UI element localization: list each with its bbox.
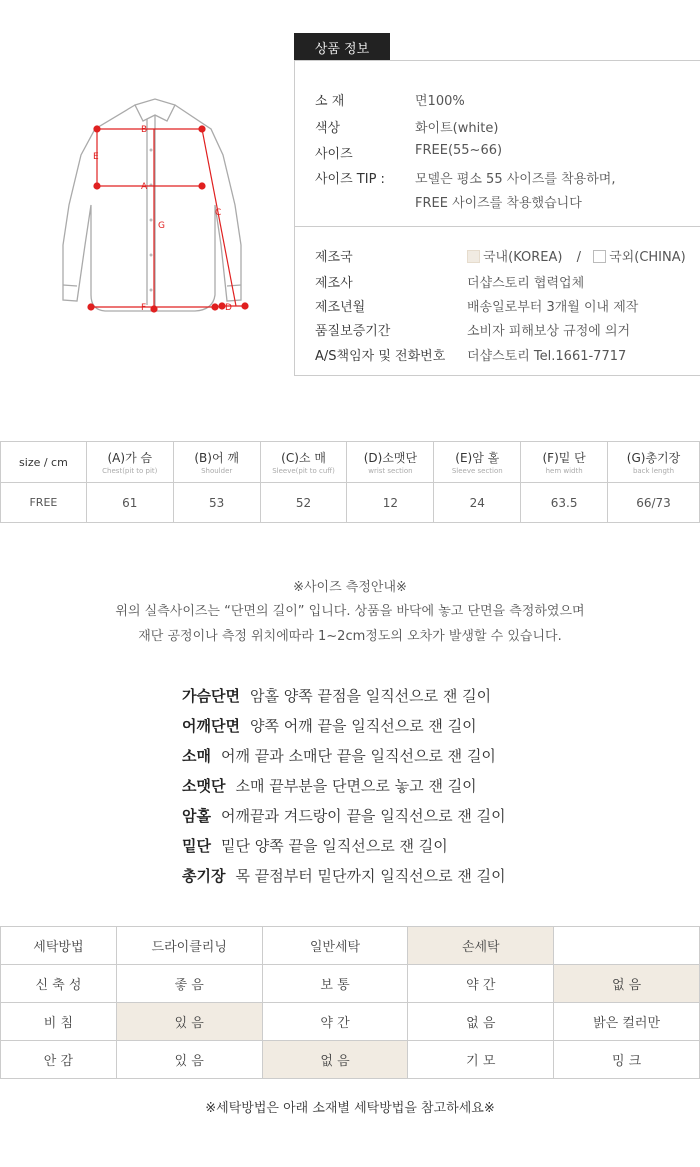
origin-separator: / [576, 250, 581, 265]
washing-footnote: ※세탁방법은 아래 소재별 세탁방법을 참고하세요※ [205, 1101, 495, 1116]
wash-cell: 기 모 [408, 1041, 554, 1079]
info-label-as: A/S책임자 및 전화번호 [315, 349, 446, 364]
term-row: 소맷단 소매 끝부분을 단면으로 놓고 잰 길이 [182, 777, 477, 795]
info-divider [295, 226, 700, 227]
size-cell: 63.5 [521, 483, 608, 523]
term-row: 가슴단면 암홀 양쪽 끝점을 일직선으로 잰 길이 [182, 687, 492, 705]
size-header-cell: (D)소맷단 wrist section [347, 442, 434, 483]
info-value-color: 화이트(white) [415, 121, 499, 136]
info-value-date: 배송일로부터 3개월 이내 제작 [467, 300, 639, 315]
wash-cell: 일반세탁 [262, 927, 408, 965]
wash-cell: 없 음 [554, 965, 700, 1003]
info-value-maker: 더샵스토리 협력업체 [467, 276, 585, 291]
wash-cell: 있 음 [116, 1041, 262, 1079]
wash-cell: 신 축 성 [1, 965, 117, 1003]
notice-line-2: 재단 공정이나 측정 위치에따라 1~2cm정도의 오차가 발생할 수 있습니다. [138, 629, 562, 644]
wash-cell [554, 927, 700, 965]
wash-cell: 보 통 [262, 965, 408, 1003]
shirt-measurement-diagram [55, 95, 270, 335]
label-a: A [141, 182, 148, 192]
label-b: B [141, 125, 148, 135]
info-label-color: 색상 [315, 121, 341, 136]
product-info-box [294, 60, 700, 376]
size-cell: 61 [86, 483, 173, 523]
notice-title: ※사이즈 측정안내※ [293, 580, 407, 595]
wash-cell: 약 간 [408, 965, 554, 1003]
size-cell: FREE [1, 483, 87, 523]
size-cell: 66/73 [608, 483, 700, 523]
info-label-size: 사이즈 [315, 147, 353, 162]
size-header-cell: size / cm [1, 442, 87, 483]
label-g: G [158, 221, 165, 231]
size-cell: 52 [260, 483, 347, 523]
origin-korea: 국내(KOREA) [483, 250, 563, 265]
wash-row [1, 1041, 700, 1079]
wash-cell: 좋 음 [116, 965, 262, 1003]
size-header-cell: (G)총기장 back length [608, 442, 700, 483]
origin-china: 국외(CHINA) [609, 250, 686, 265]
info-label-material: 소 재 [315, 94, 345, 109]
wash-cell: 안 감 [1, 1041, 117, 1079]
info-value-tip: 모델은 평소 55 사이즈를 착용하며, [415, 172, 616, 187]
size-header-cell: (E)암 홀 Sleeve section [434, 442, 521, 483]
info-value-size: FREE(55~66) [415, 143, 503, 158]
wash-cell: 약 간 [262, 1003, 408, 1041]
term-row: 총기장 목 끝점부터 밑단까지 일직선으로 잰 길이 [182, 867, 506, 885]
wash-cell: 밍 크 [554, 1041, 700, 1079]
size-header-cell: (B)어 깨 Shoulder [173, 442, 260, 483]
wash-cell: 있 음 [116, 1003, 262, 1041]
wash-cell: 비 침 [1, 1003, 117, 1041]
washing-table [0, 926, 700, 1079]
wash-cell: 없 음 [408, 1003, 554, 1041]
info-value-material: 면100% [415, 94, 465, 109]
wash-cell: 밝은 컬러만 [554, 1003, 700, 1041]
label-c: C [215, 208, 222, 218]
info-label-tip: 사이즈 TIP : [315, 172, 385, 187]
info-label-origin: 제조국 [315, 250, 353, 265]
info-value-as: 더샵스토리 Tel.1661-7717 [467, 349, 627, 364]
info-label-warranty: 품질보증기간 [315, 324, 391, 339]
term-row: 소매 어깨 끝과 소매단 끝을 일직선으로 잰 길이 [182, 747, 496, 765]
size-table-header [1, 442, 700, 483]
checkbox-korea [467, 250, 480, 263]
checkbox-china [593, 250, 606, 263]
notice-line-1: 위의 실측사이즈는 “단면의 길이” 입니다. 상품을 바닥에 놓고 단면을 측정하였으며 [115, 604, 585, 619]
size-header-cell: (C)소 매 Sleeve(pit to cuff) [260, 442, 347, 483]
wash-cell: 없 음 [262, 1041, 408, 1079]
size-cell: 24 [434, 483, 521, 523]
size-table-row [1, 483, 700, 523]
term-row: 암홀 어깨끝과 겨드랑이 끝을 일직선으로 잰 길이 [182, 807, 506, 825]
wash-row [1, 927, 700, 965]
wash-cell: 드라이클리닝 [116, 927, 262, 965]
term-row: 어깨단면 양쪽 어깨 끝을 일직선으로 잰 길이 [182, 717, 477, 735]
product-info-badge: 상품 정보 [294, 33, 390, 61]
origin-options [467, 246, 686, 265]
size-cell: 53 [173, 483, 260, 523]
info-value-warranty: 소비자 피해보상 규정에 의거 [467, 324, 631, 339]
label-d: D [225, 303, 232, 313]
wash-row [1, 1003, 700, 1041]
size-table [0, 441, 700, 523]
size-cell: 12 [347, 483, 434, 523]
size-header-cell: (A)가 슴 Chest(pit to pit) [86, 442, 173, 483]
wash-cell: 손세탁 [408, 927, 554, 965]
wash-row [1, 965, 700, 1003]
term-row: 밑단 밑단 양쪽 끝을 일직선으로 잰 길이 [182, 837, 448, 855]
info-label-date: 제조년월 [315, 300, 366, 315]
label-f: F [141, 303, 147, 313]
size-header-cell: (F)밑 단 hem width [521, 442, 608, 483]
info-label-maker: 제조사 [315, 276, 353, 291]
label-e: E [93, 152, 99, 162]
wash-cell: 세탁방법 [1, 927, 117, 965]
info-value-tip-2: FREE 사이즈를 착용했습니다 [415, 196, 582, 211]
